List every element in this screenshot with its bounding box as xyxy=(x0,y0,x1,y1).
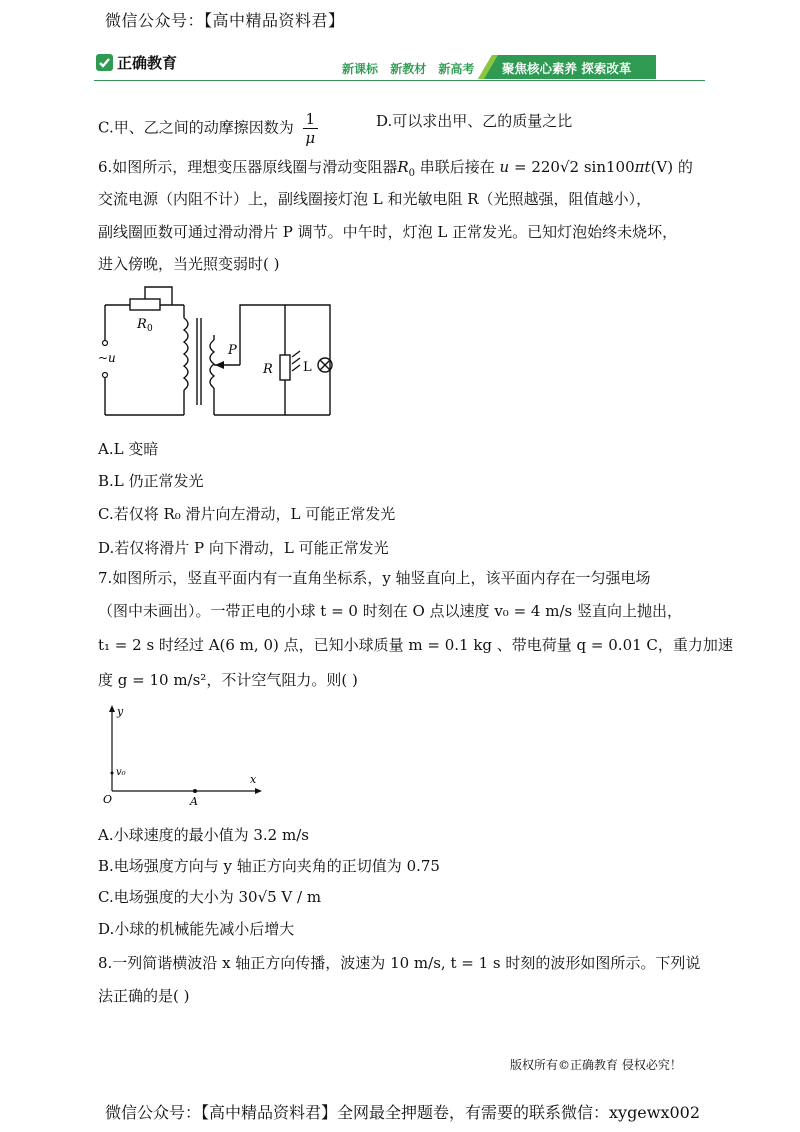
fraction: $\frac{1}{\mu}$ xyxy=(303,110,319,147)
q7-option-b: B.电场强度方向与 y 轴正方向夹角的正切值为 0.75 xyxy=(98,857,440,875)
q7-line-2: （图中未画出）。一带正电的小球 t = 0 时刻在 O 点以速度 v₀ = 4 m/s 竖直向上抛出， xyxy=(98,602,682,620)
origin-label: O xyxy=(103,793,113,806)
q6-option-b: B.L 仍正常发光 xyxy=(98,472,204,490)
q6-line-2: 交流电源（内阻不计）上，副线圈接灯泡 L 和光敏电阻 R（光照越强，阻值越小）， xyxy=(98,190,652,208)
label-p: P xyxy=(228,343,237,358)
header-wechat-text: 微信公众号：【高中精品资料君】 xyxy=(105,11,345,30)
label-r0-sub: 0 xyxy=(147,324,153,334)
q8-line-2: 法正确的是( ) xyxy=(98,987,190,1005)
label-r0: R xyxy=(137,317,147,332)
logo-text: 正确教育 xyxy=(117,54,178,72)
footer-wechat-text: 微信公众号：【高中精品资料君】全网最全押题卷，有需要的联系微信：xygewx002 xyxy=(105,1103,701,1122)
point-a-label: A xyxy=(190,795,198,808)
q6-line-3: 副线圈匝数可通过滑动滑片 P 调节。中午时，灯泡 L 正常发光。已知灯泡始终未烧坏， xyxy=(98,223,678,241)
axis-label-x: x xyxy=(250,773,257,786)
check-icon xyxy=(96,54,113,71)
slogan-item: 新课标 xyxy=(342,62,379,76)
q7-option-c: C.电场强度的大小为 30√5 V / m xyxy=(98,888,322,906)
copyright-notice: 版权所有©正确教育 侵权必究！ xyxy=(510,1058,682,1072)
banner-text: 聚焦核心素养 探索改革 xyxy=(502,61,632,76)
q7-line-3: t₁ = 2 s 时经过 A(6 m, 0) 点，已知小球质量 m = 0.1 kg 、带电荷量 q = 0.01 C，重力加速 xyxy=(98,636,733,654)
brand-logo xyxy=(96,52,177,73)
q5-option-c: C.甲、乙之间的动摩擦因数为 $\frac{1}{\mu}$ xyxy=(98,110,318,147)
q8-line-1: 8.一列简谐横波沿 x 轴正方向传播，波速为 10 m/s, t = 1 s 时刻的波形如图所示。下列说 xyxy=(98,954,701,972)
label-r: R xyxy=(263,362,273,377)
v0-label: v₀ xyxy=(116,767,126,778)
q7-line-1: 7.如图所示，竖直平面内有一直角坐标系，y 轴竖直向上，该平面内存在一匀强电场 xyxy=(98,569,651,587)
q7-option-d: D.小球的机械能先减小后增大 xyxy=(98,920,295,938)
q5-option-d: D.可以求出甲、乙的质量之比 xyxy=(376,112,573,130)
q6-line-4: 进入傍晚，当光照变弱时( ) xyxy=(98,255,280,273)
header-divider xyxy=(94,80,705,81)
q6-option-a: A.L 变暗 xyxy=(98,440,159,458)
q6-option-d: D.若仅将滑片 P 向下滑动，L 可能正常发光 xyxy=(98,539,389,557)
label-u: ~u xyxy=(98,351,116,365)
axis-label-y: y xyxy=(117,705,124,718)
slogan-item: 新高考 xyxy=(438,62,475,76)
q7-axes-diagram xyxy=(100,703,270,813)
label-l: L xyxy=(303,360,312,375)
q7-line-4: 度 g = 10 m/s²，不计空气阻力。则( ) xyxy=(98,671,358,689)
q7-option-a: A.小球速度的最小值为 3.2 m/s xyxy=(98,826,309,844)
q6-circuit-diagram xyxy=(100,285,340,425)
q6-line-1: 6.如图所示，理想变压器原线圈与滑动变阻器$R_0$ 串联后接在 u = 220√2 sin100πt(V) 的 xyxy=(98,158,693,179)
slogans xyxy=(342,60,482,77)
slogan-item: 新教材 xyxy=(390,62,427,76)
q6-option-c: C.若仅将 R₀ 滑片向左滑动，L 可能正常发光 xyxy=(98,505,396,523)
